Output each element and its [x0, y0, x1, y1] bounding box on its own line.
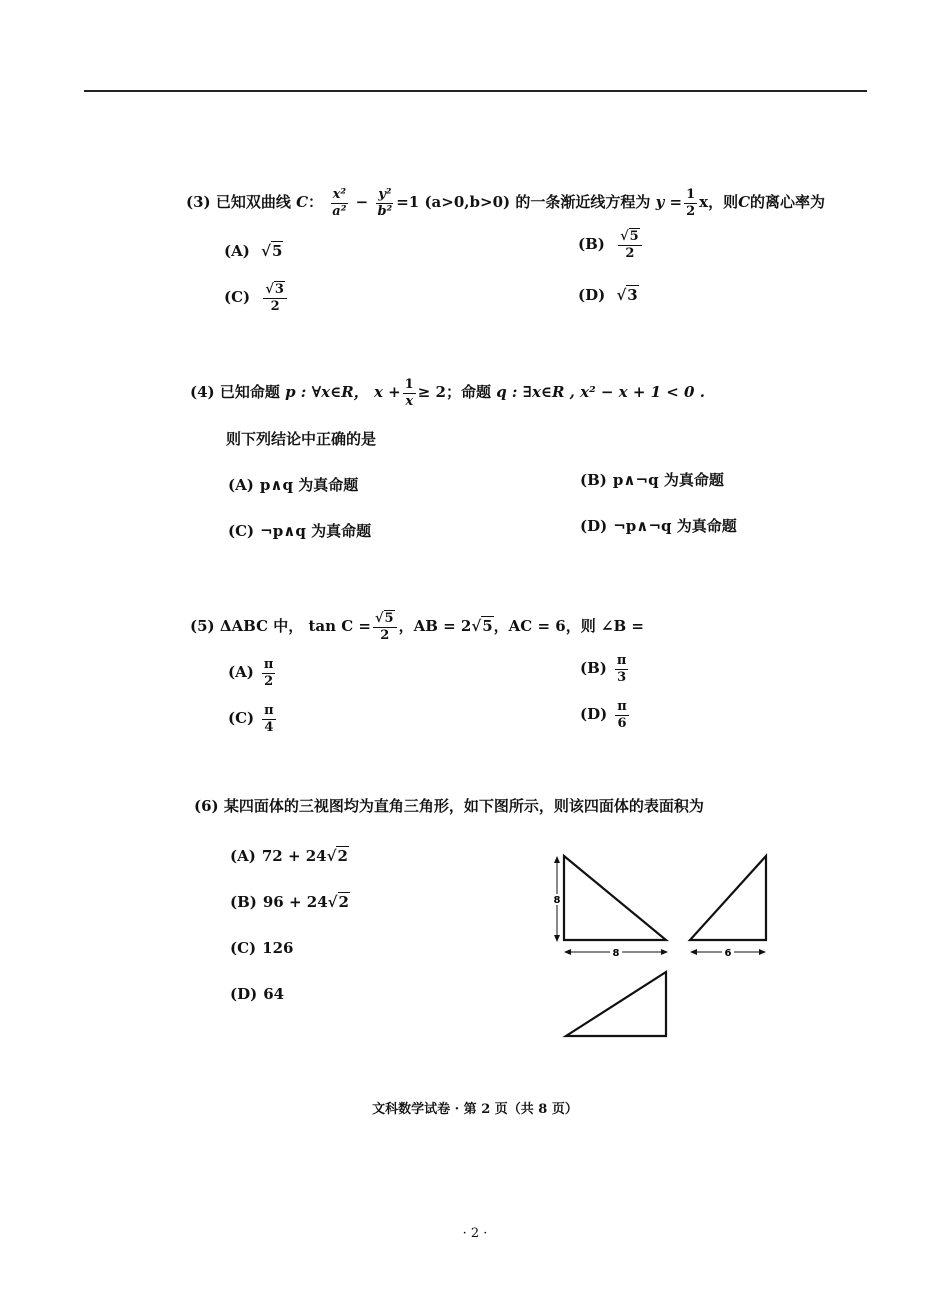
sqrt-expression: √5	[261, 242, 283, 260]
numerator: π	[616, 653, 627, 668]
option-label: (D)	[578, 286, 606, 304]
denominator: 4	[264, 719, 274, 735]
option-label: (A)	[224, 242, 250, 260]
q6-option-c[interactable]	[230, 941, 293, 956]
option-label: (B)	[578, 235, 605, 254]
option-text: p∧q 为真命题	[259, 476, 359, 494]
q3-frac-x	[330, 188, 348, 218]
question-3	[186, 188, 825, 218]
radicand: 5	[271, 242, 283, 260]
numerator: π	[264, 703, 274, 718]
numerator: π	[263, 657, 274, 672]
option-label: (A)	[228, 663, 254, 682]
radicand: 3	[627, 286, 638, 304]
top-view	[566, 972, 666, 1036]
option-text: 72 + 24	[261, 847, 327, 865]
q3-option-c[interactable]	[224, 283, 289, 313]
q5-frac-den: 2	[380, 627, 390, 643]
q5-option-a[interactable]	[228, 658, 277, 688]
option-label: (C)	[228, 709, 255, 728]
q5-option-b[interactable]	[580, 654, 630, 684]
q6-option-a[interactable]	[230, 849, 349, 864]
front-width-label: 8	[612, 948, 620, 959]
q4-proposition-q: q : ∃x∈R , x² − x + 1 < 0 .	[496, 383, 705, 402]
option-label: (D)	[230, 985, 258, 1003]
fraction	[615, 700, 629, 730]
q5-option-d[interactable]	[580, 700, 631, 730]
q5-ab-radicand: 5	[482, 617, 493, 636]
q3-fy-num: y²	[378, 187, 392, 202]
radicand: 2	[338, 893, 349, 911]
q3-eq-pre: y =	[655, 193, 683, 212]
option-text: 64	[263, 985, 285, 1003]
option-label: (D)	[580, 705, 608, 724]
q3-colon: ：	[308, 193, 324, 212]
q3-frac-half	[684, 188, 697, 218]
q3-eq-post: x，则	[699, 193, 739, 212]
q4-x-plus: x +	[373, 383, 401, 402]
q3-condition: =1 (a>0,b>0) 的一条渐近线方程为	[396, 193, 651, 212]
fraction	[262, 704, 276, 734]
sqrt-expression: √2	[326, 847, 348, 865]
question-5	[190, 612, 644, 642]
numerator: π	[617, 699, 627, 714]
q4-proposition-p: p : ∀x∈R，	[285, 383, 369, 402]
denominator: 2	[264, 673, 274, 689]
arrow-down-icon	[554, 935, 560, 942]
q3-prefix: (3) 已知双曲线	[186, 193, 291, 212]
q4-frac	[403, 378, 416, 408]
q3-curve-ref: C	[738, 193, 751, 212]
denominator: 2	[270, 298, 280, 314]
q3-option-a[interactable]	[224, 244, 283, 259]
denominator: 6	[617, 715, 627, 731]
arrow-left-icon	[564, 949, 571, 955]
side-width-label: 6	[724, 948, 732, 959]
option-label: (A)	[230, 847, 256, 865]
option-label: (C)	[230, 939, 257, 957]
side-view-triangle	[690, 856, 766, 940]
q5-rest: ，AC = 6，则 ∠B =	[493, 617, 644, 636]
q4-frac-num: 1	[404, 377, 414, 392]
question-4	[190, 378, 705, 408]
height-label: 8	[553, 895, 561, 906]
q5-option-c[interactable]	[228, 704, 278, 734]
q3-fy-den: b²	[377, 203, 393, 219]
radicand: 3	[274, 282, 284, 297]
option-label: (B)	[230, 893, 257, 911]
option-label: (B)	[580, 659, 607, 678]
arrow-left-icon	[690, 949, 697, 955]
q3-fx-num: x²	[332, 187, 347, 202]
q5-prefix: (5) ΔABC 中，	[190, 617, 304, 636]
option-label: (C)	[228, 522, 255, 540]
arrow-up-icon	[554, 856, 560, 863]
denominator: 2	[625, 245, 635, 261]
sqrt-expression: √3	[616, 286, 638, 304]
q4-option-d[interactable]	[580, 519, 737, 534]
q5-tan: tan C =	[308, 617, 371, 636]
q3-frac-y	[375, 188, 394, 218]
denominator: 3	[617, 669, 627, 685]
option-text: ¬p∧¬q 为真命题	[613, 517, 737, 535]
option-label: (D)	[580, 517, 608, 535]
fraction	[262, 658, 276, 688]
option-label: (A)	[228, 476, 254, 494]
q4-option-c[interactable]	[228, 524, 371, 539]
sqrt-expression: √2	[327, 893, 349, 911]
fraction: $\frac{√3}{2}$	[263, 283, 287, 313]
option-text: 126	[262, 939, 294, 957]
header-rule	[84, 90, 867, 92]
option-text: p∧¬q 为真命题	[612, 471, 724, 489]
arrow-right-icon	[661, 949, 668, 955]
q3-half-num: 1	[686, 187, 696, 202]
option-label: (C)	[224, 288, 251, 307]
radicand: 2	[337, 847, 348, 865]
q3-tail: 的离心率为	[750, 193, 826, 212]
option-label: (B)	[580, 471, 607, 489]
q3-minus: −	[350, 193, 374, 212]
page-number: · 2 ·	[462, 1226, 488, 1241]
q4-frac-den: x	[405, 393, 414, 409]
q3-fx-den: a²	[332, 203, 347, 219]
q5-frac: $\frac{√5}{2}$	[373, 612, 397, 642]
q5-ab: ，AB = 2	[398, 617, 472, 636]
side-view	[690, 856, 766, 959]
q4-option-b[interactable]	[580, 473, 724, 488]
front-view	[552, 856, 668, 959]
question-6: (6) 某四面体的三视图均为直角三角形，如下图所示，则该四面体的表面积为	[194, 797, 704, 815]
arrow-right-icon	[759, 949, 766, 955]
radicand: 5	[629, 229, 639, 244]
q3-curve-name: C	[296, 193, 309, 212]
q4-prefix: (4) 已知命题	[190, 383, 280, 402]
q4-geq: ≥ 2；命题	[417, 383, 491, 402]
q5-frac-radicand: 5	[384, 611, 394, 626]
q3-option-d[interactable]	[578, 288, 639, 303]
question-4-line2: 则下列结论中正确的是	[226, 430, 377, 448]
q6-option-d[interactable]	[230, 987, 284, 1002]
q6-option-b[interactable]	[230, 895, 350, 910]
front-view-triangle	[564, 856, 666, 940]
q5-ab-sqrt: √5	[471, 617, 493, 636]
page-footer: 文科数学试卷 · 第 2 页（共 8 页）	[372, 1102, 578, 1117]
q3-option-b[interactable]	[578, 230, 644, 260]
option-text: 96 + 24	[262, 893, 328, 911]
top-view-triangle	[566, 972, 666, 1036]
q3-half-den: 2	[686, 203, 696, 219]
option-text: ¬p∧q 为真命题	[260, 522, 372, 540]
q4-option-a[interactable]	[228, 478, 358, 493]
fraction: $\frac{√5}{2}$	[618, 230, 642, 260]
fraction	[615, 654, 629, 684]
three-view-figure	[548, 848, 778, 1044]
